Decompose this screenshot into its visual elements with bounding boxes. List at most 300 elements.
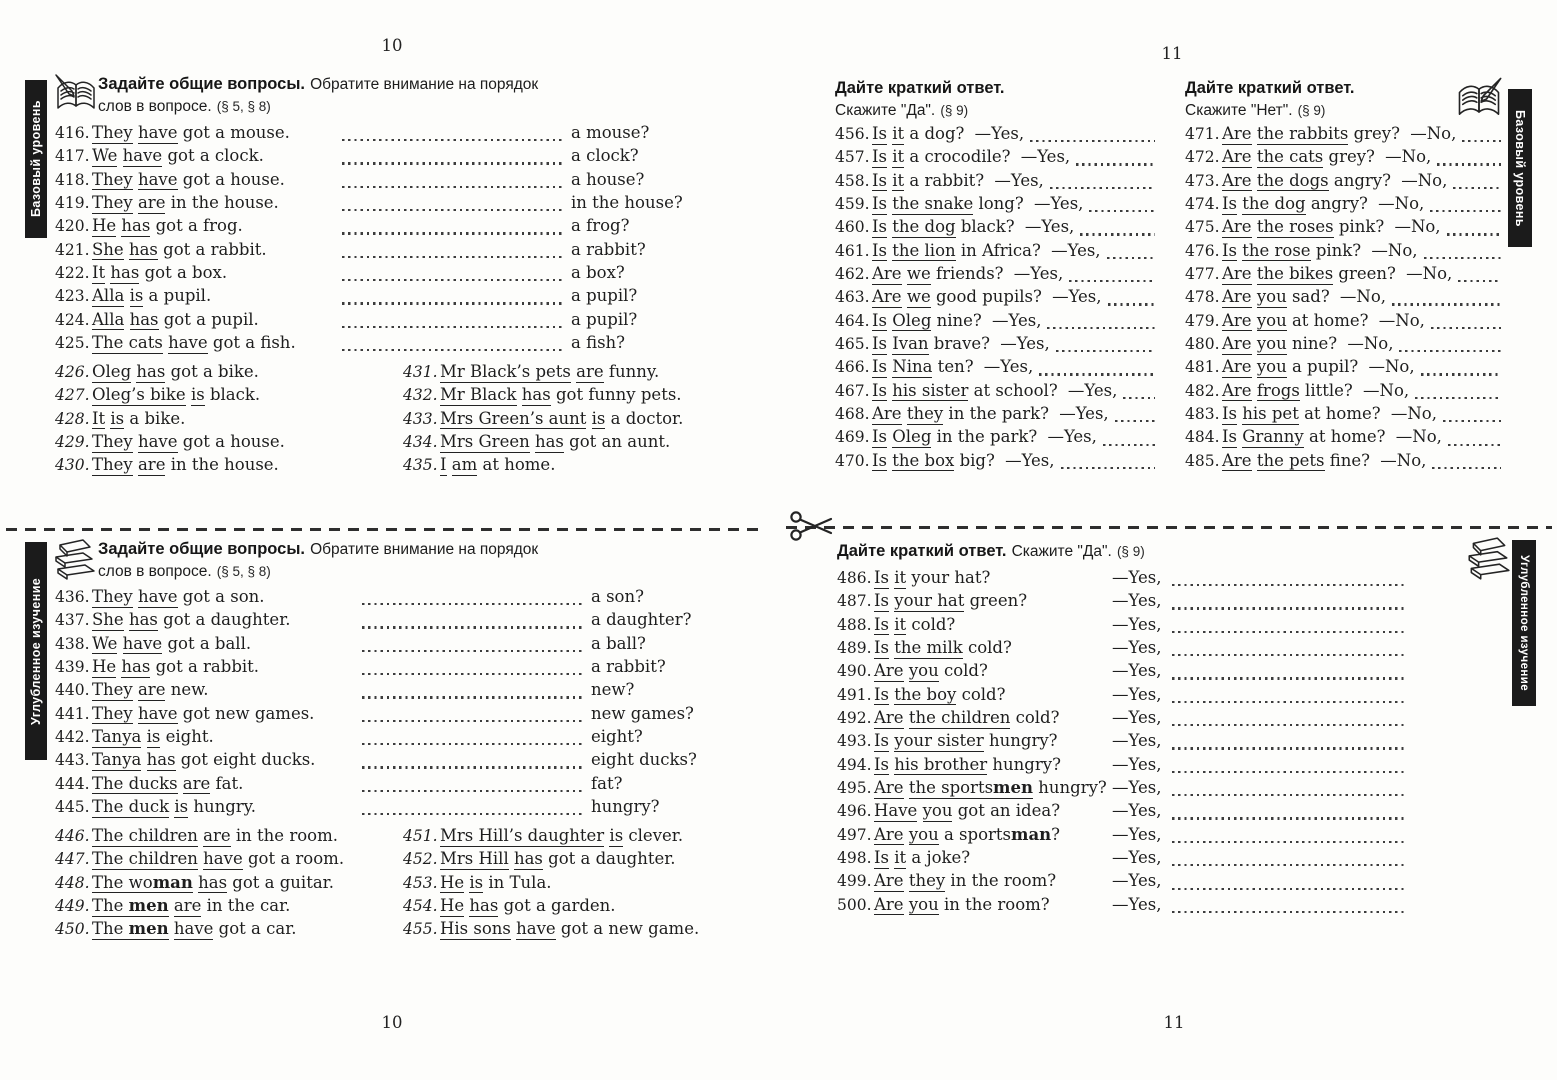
answer-prefix: —Yes, bbox=[974, 124, 1025, 143]
exercise-row bbox=[55, 333, 673, 356]
answer-cue: new? bbox=[591, 680, 635, 700]
exercise-row bbox=[835, 357, 1157, 380]
exercise-row bbox=[403, 849, 745, 872]
dotted-blank bbox=[342, 256, 564, 258]
exercise-number: 435. bbox=[403, 456, 438, 475]
exercise-question: Is Ivan brave? —Yes, bbox=[872, 334, 1050, 354]
dotted-blank bbox=[1080, 233, 1155, 235]
exercise-row bbox=[55, 240, 673, 263]
exercise-question: Are you cold? bbox=[874, 661, 988, 681]
exercise-sentence: It is a bike. bbox=[92, 408, 186, 428]
exercise-number: 448. bbox=[55, 873, 90, 892]
exercise-number: 462. bbox=[835, 265, 870, 284]
answer-prefix: —No, bbox=[1363, 380, 1410, 400]
exercise-row bbox=[837, 825, 1407, 848]
exercise-row bbox=[403, 362, 745, 385]
dotted-blank bbox=[1172, 794, 1405, 796]
dotted-blank bbox=[362, 673, 584, 675]
exercise-row bbox=[55, 896, 403, 919]
exercise-number: 466. bbox=[835, 358, 870, 377]
exercise-row bbox=[835, 404, 1157, 427]
exercise-number: 439. bbox=[55, 658, 90, 677]
answer-prefix: —Yes, bbox=[1047, 427, 1097, 447]
exercise-row bbox=[1185, 287, 1503, 310]
exercise-question: Is your hat green? bbox=[874, 591, 1028, 611]
exercise-sentence: The men have got a car. bbox=[92, 919, 297, 939]
exercise-sentence: I am at home. bbox=[440, 455, 556, 475]
exercise-row bbox=[835, 217, 1157, 240]
dotted-blank bbox=[1107, 257, 1155, 259]
answer-cue: a son? bbox=[591, 587, 644, 606]
exercise-row bbox=[55, 193, 683, 216]
dotted-blank bbox=[362, 790, 584, 792]
exercise-number: 468. bbox=[835, 405, 870, 424]
exercise-question: Are they in the park? —Yes, bbox=[872, 404, 1109, 424]
exercise-number: 440. bbox=[55, 681, 90, 700]
section-heading bbox=[98, 73, 538, 117]
dotted-blank bbox=[1172, 677, 1405, 679]
exercise-number: 457. bbox=[835, 148, 870, 167]
exercise-question: Are you a pupil? —No, bbox=[1222, 357, 1415, 377]
exercise-row bbox=[837, 568, 1407, 591]
dotted-blank bbox=[362, 696, 584, 698]
exercise-question: Is it cold? bbox=[874, 614, 956, 634]
exercise-column bbox=[55, 826, 403, 943]
answer-prefix: —No, bbox=[1385, 147, 1432, 167]
exercise-row bbox=[835, 171, 1157, 194]
exercise-row bbox=[403, 896, 745, 919]
answer-cue: a pupil? bbox=[571, 309, 638, 329]
heading-note: Обратите внимание на порядок bbox=[310, 541, 539, 558]
level-tab-basic: Базовый уровень bbox=[25, 80, 47, 238]
exercise-row bbox=[55, 146, 673, 169]
exercise-sentence: They have got a house. bbox=[92, 169, 285, 189]
answer-prefix: —Yes, bbox=[1020, 147, 1071, 167]
level-tab-advanced: Углубленное изучение bbox=[1512, 540, 1536, 706]
heading-say-yes: Скажите "Да". bbox=[835, 102, 936, 119]
exercise-row bbox=[55, 774, 695, 797]
exercise-row bbox=[835, 241, 1157, 264]
answer-prefix: —Yes, bbox=[1112, 684, 1162, 704]
exercise-sentence: Mr Black has got funny pets. bbox=[440, 385, 682, 405]
exercise-number: 432. bbox=[403, 386, 438, 405]
answer-prefix: —Yes, bbox=[1112, 824, 1162, 844]
exercise-question: Is the dog angry? —No, bbox=[1222, 194, 1425, 214]
exercise-column bbox=[403, 362, 745, 479]
dotted-blank bbox=[1448, 444, 1501, 446]
answer-prefix: —Yes, bbox=[1000, 334, 1050, 354]
exercise-number: 471. bbox=[1185, 125, 1220, 143]
dotted-blank bbox=[1172, 654, 1405, 656]
exercise-question: Are the cats grey? —No, bbox=[1222, 147, 1432, 167]
answer-prefix: —Yes, bbox=[1112, 754, 1162, 774]
exercise-number: 425. bbox=[55, 334, 90, 353]
answer-prefix: —No, bbox=[1339, 287, 1387, 307]
exercise-row bbox=[55, 263, 673, 286]
exercise-row bbox=[837, 708, 1407, 731]
exercise-sentence: Mrs Hill’s daughter is clever. bbox=[440, 826, 684, 845]
exercise-row bbox=[55, 455, 403, 478]
exercise-list-471-485 bbox=[1185, 124, 1503, 474]
exercise-list-486-500 bbox=[837, 568, 1407, 918]
dotted-blank bbox=[1424, 257, 1501, 259]
scissors-icon bbox=[789, 508, 835, 544]
dotted-blank bbox=[1443, 420, 1501, 422]
exercise-number: 451. bbox=[403, 827, 438, 845]
dotted-blank bbox=[342, 302, 564, 304]
exercise-question: Is the dog black? —Yes, bbox=[872, 217, 1075, 237]
exercise-sentence: They are in the house. bbox=[92, 455, 279, 475]
exercise-question: Is your sister hungry? bbox=[874, 731, 1058, 751]
answer-cue: a clock? bbox=[571, 146, 639, 166]
exercise-question: Is his sister at school? —Yes, bbox=[872, 380, 1118, 400]
exercise-sentence: They have got a mouse. bbox=[92, 123, 290, 142]
exercise-number: 443. bbox=[55, 751, 90, 770]
exercise-number: 495. bbox=[837, 779, 872, 798]
exercise-row bbox=[1185, 194, 1503, 217]
exercise-number: 416. bbox=[55, 124, 90, 142]
dotted-blank bbox=[342, 349, 564, 351]
answer-prefix: —Yes, bbox=[1052, 287, 1102, 307]
answer-prefix: —Yes, bbox=[992, 310, 1042, 330]
exercise-number: 477. bbox=[1185, 265, 1220, 284]
answer-prefix: —Yes, bbox=[1024, 217, 1075, 237]
heading-paragraph-ref: (§ 5, § 8) bbox=[216, 99, 271, 114]
answer-prefix: —Yes, bbox=[1112, 614, 1162, 634]
exercise-row bbox=[837, 895, 1407, 918]
dotted-blank bbox=[362, 766, 584, 768]
exercise-list-456-470 bbox=[835, 124, 1157, 474]
answer-cue: a ball? bbox=[591, 633, 646, 653]
dotted-blank bbox=[1172, 701, 1405, 703]
exercise-row bbox=[837, 778, 1407, 801]
answer-prefix: —No, bbox=[1395, 427, 1442, 447]
exercise-number: 500. bbox=[837, 895, 872, 914]
answer-cue: a mouse? bbox=[571, 123, 650, 142]
exercise-row bbox=[55, 286, 673, 309]
exercise-row bbox=[835, 287, 1157, 310]
exercise-row bbox=[837, 731, 1407, 754]
exercise-question: Is Nina ten? —Yes, bbox=[872, 357, 1034, 377]
dotted-blank bbox=[362, 743, 584, 745]
answer-prefix: —No, bbox=[1401, 170, 1448, 190]
exercise-number: 463. bbox=[835, 288, 870, 307]
exercise-question: Are frogs little? —No, bbox=[1222, 380, 1410, 400]
exercise-number: 433. bbox=[403, 409, 438, 428]
exercise-row bbox=[55, 216, 673, 239]
answer-cue: new games? bbox=[591, 703, 694, 723]
exercise-question: Is his brother hungry? bbox=[874, 754, 1061, 774]
exercise-number: 464. bbox=[835, 311, 870, 330]
page-number-top-right: 11 bbox=[1161, 44, 1183, 63]
answer-cue: fat? bbox=[591, 773, 623, 793]
dotted-blank bbox=[1103, 444, 1155, 446]
exercise-row bbox=[403, 432, 745, 455]
exercise-number: 450. bbox=[55, 920, 90, 939]
answer-prefix: —Yes, bbox=[1112, 708, 1162, 728]
heading-task: Задайте общие вопросы. bbox=[98, 540, 306, 558]
exercise-row bbox=[837, 638, 1407, 661]
exercise-sentence: Mr Black’s pets are funny. bbox=[440, 362, 660, 381]
exercise-number: 496. bbox=[837, 802, 872, 821]
exercise-number: 461. bbox=[835, 241, 870, 260]
exercise-number: 456. bbox=[835, 125, 870, 143]
answer-cue: in the house? bbox=[571, 193, 683, 213]
dotted-blank bbox=[1447, 233, 1501, 235]
exercise-number: 476. bbox=[1185, 241, 1220, 260]
dotted-blank bbox=[1453, 187, 1501, 189]
exercise-row bbox=[1185, 451, 1503, 474]
exercise-sentence: Mrs Green’s aunt is a doctor. bbox=[440, 408, 684, 428]
dotted-blank bbox=[1172, 911, 1405, 913]
exercise-sentence: Tanya is eight. bbox=[92, 727, 214, 747]
dotted-blank bbox=[1392, 303, 1501, 305]
exercise-question: Is Oleg nine? —Yes, bbox=[872, 310, 1042, 330]
dotted-blank bbox=[1458, 280, 1501, 282]
answer-prefix: —Yes, bbox=[1013, 264, 1064, 284]
exercise-question: Are you nine? —No, bbox=[1222, 334, 1394, 354]
exercise-number: 486. bbox=[837, 569, 872, 587]
dotted-blank bbox=[362, 650, 584, 652]
exercise-sentence: He has got a frog. bbox=[92, 216, 243, 236]
dotted-blank bbox=[1415, 397, 1501, 399]
answer-cue: a pupil? bbox=[571, 286, 638, 306]
exercise-row bbox=[55, 873, 403, 896]
exercise-row bbox=[55, 587, 695, 610]
exercise-row bbox=[835, 147, 1157, 170]
heading-paragraph-ref: (§ 9) bbox=[940, 103, 969, 118]
heading-note2: слов в вопросе. bbox=[98, 563, 212, 580]
answer-cue: a frog? bbox=[571, 216, 630, 236]
exercise-question: Are the pets fine? —No, bbox=[1222, 450, 1427, 470]
dotted-blank bbox=[342, 209, 564, 211]
exercise-number: 427. bbox=[55, 386, 90, 405]
exercise-row bbox=[55, 680, 695, 703]
exercise-number: 483. bbox=[1185, 405, 1220, 424]
exercise-number: 459. bbox=[835, 195, 870, 214]
exercise-row bbox=[835, 334, 1157, 357]
exercise-number: 421. bbox=[55, 240, 90, 259]
heading-paragraph-ref: (§ 9) bbox=[1116, 544, 1145, 559]
exercise-row bbox=[835, 194, 1157, 217]
exercise-number: 467. bbox=[835, 381, 870, 400]
exercise-number: 454. bbox=[403, 897, 438, 916]
exercise-question: Is the snake long? —Yes, bbox=[872, 194, 1084, 214]
answer-cue: a daughter? bbox=[591, 610, 692, 630]
exercise-sentence: Mrs Green has got an aunt. bbox=[440, 432, 671, 452]
exercise-sentence: Alla has got a pupil. bbox=[92, 309, 259, 329]
exercise-row bbox=[1185, 217, 1503, 240]
dotted-blank bbox=[1172, 631, 1405, 633]
exercise-sentence: The cats have got a fish. bbox=[92, 333, 296, 353]
exercise-question: Are the dogs angry? —No, bbox=[1222, 170, 1448, 190]
heading-task: Дайте краткий ответ. bbox=[835, 79, 1005, 97]
exercise-question: Have you got an idea? bbox=[874, 801, 1061, 821]
exercise-number: 472. bbox=[1185, 148, 1220, 167]
answer-cue: a rabbit? bbox=[571, 239, 646, 259]
answer-cue: a rabbit? bbox=[591, 657, 666, 677]
exercise-row bbox=[837, 871, 1407, 894]
exercise-number: 498. bbox=[837, 849, 872, 868]
exercise-row bbox=[55, 704, 695, 727]
exercise-row bbox=[835, 451, 1157, 474]
exercise-columns-446-455 bbox=[55, 826, 745, 943]
dotted-blank bbox=[1108, 303, 1155, 305]
exercise-question: Is his pet at home? —No, bbox=[1222, 404, 1437, 424]
exercise-number: 431. bbox=[403, 363, 438, 381]
exercise-sentence: The ducks are fat. bbox=[92, 773, 244, 793]
exercise-list-436-445 bbox=[55, 587, 695, 820]
dotted-blank bbox=[1462, 140, 1501, 142]
exercise-number: 470. bbox=[835, 451, 870, 470]
dotted-blank bbox=[1076, 163, 1155, 165]
exercise-row bbox=[55, 634, 695, 657]
exercise-row bbox=[55, 610, 695, 633]
exercise-row bbox=[837, 848, 1407, 871]
exercise-number: 423. bbox=[55, 287, 90, 306]
exercise-question: Are you sad? —No, bbox=[1222, 287, 1387, 307]
answer-prefix: —Yes, bbox=[1112, 661, 1162, 681]
answer-prefix: —No, bbox=[1394, 217, 1441, 237]
exercise-question: Is the lion in Africa? —Yes, bbox=[872, 240, 1101, 260]
section-basic-left bbox=[25, 72, 767, 512]
open-book-pencil-icon bbox=[52, 72, 100, 116]
exercise-number: 494. bbox=[837, 755, 872, 774]
exercise-column bbox=[403, 826, 745, 943]
exercise-row bbox=[55, 919, 403, 942]
exercise-column bbox=[55, 362, 403, 479]
books-stack-icon bbox=[1463, 534, 1513, 584]
heading-say-yes: Скажите "Да". bbox=[1011, 543, 1112, 560]
section-basic-right bbox=[833, 75, 1535, 515]
answer-cue: a house? bbox=[571, 169, 645, 189]
answer-cue: eight ducks? bbox=[591, 750, 697, 770]
answer-prefix: —Yes, bbox=[1112, 778, 1162, 798]
answer-prefix: —No, bbox=[1390, 404, 1437, 424]
dotted-blank bbox=[342, 279, 564, 281]
exercise-number: 422. bbox=[55, 264, 90, 283]
exercise-question: Are you at home? —No, bbox=[1222, 310, 1425, 330]
exercise-row bbox=[55, 849, 403, 872]
section-heading bbox=[835, 77, 1005, 121]
exercise-number: 434. bbox=[403, 433, 438, 452]
answer-cue: hungry? bbox=[591, 797, 660, 817]
heading-say-no: Скажите "Нет". bbox=[1185, 102, 1293, 119]
exercise-row bbox=[835, 381, 1157, 404]
dotted-blank bbox=[1030, 140, 1155, 142]
answer-prefix: —Yes, bbox=[1067, 380, 1118, 400]
dotted-blank bbox=[362, 720, 584, 722]
cut-line bbox=[6, 528, 764, 531]
section-heading bbox=[837, 540, 1145, 562]
section-advanced-left bbox=[25, 536, 767, 966]
answer-cue: a box? bbox=[571, 263, 625, 283]
exercise-row bbox=[835, 427, 1157, 450]
page-number-top-left: 10 bbox=[381, 36, 403, 55]
heading-task: Дайте краткий ответ. bbox=[837, 542, 1007, 560]
exercise-number: 430. bbox=[55, 456, 90, 475]
exercise-sentence: She has got a daughter. bbox=[92, 610, 291, 630]
answer-prefix: —Yes, bbox=[1112, 871, 1162, 891]
exercise-question: Are the bikes green? —No, bbox=[1222, 264, 1453, 284]
section-heading bbox=[1185, 77, 1355, 121]
exercise-number: 441. bbox=[55, 704, 90, 723]
exercise-number: 419. bbox=[55, 194, 90, 213]
open-book-pencil-icon bbox=[1453, 75, 1505, 123]
dotted-blank bbox=[362, 626, 584, 628]
answer-prefix: —No, bbox=[1406, 264, 1453, 284]
dotted-blank bbox=[362, 813, 584, 815]
exercise-question: Are you a sportsman? bbox=[874, 824, 1061, 844]
answer-prefix: —No, bbox=[1368, 357, 1415, 377]
exercise-number: 479. bbox=[1185, 311, 1220, 330]
answer-prefix: —Yes, bbox=[1112, 894, 1162, 914]
answer-prefix: —No, bbox=[1378, 194, 1425, 214]
answer-prefix: —Yes, bbox=[1112, 568, 1162, 587]
exercise-sentence: His sons have got a new game. bbox=[440, 919, 700, 939]
exercise-row bbox=[403, 826, 745, 849]
exercise-question: Are the rabbits grey? —No, bbox=[1222, 124, 1457, 143]
dotted-blank bbox=[1421, 373, 1501, 375]
exercise-number: 489. bbox=[837, 639, 872, 658]
exercise-number: 485. bbox=[1185, 451, 1220, 470]
dotted-blank bbox=[342, 232, 564, 234]
dotted-blank bbox=[1050, 187, 1155, 189]
page-number-bottom-left: 10 bbox=[381, 1013, 403, 1032]
exercise-row bbox=[55, 797, 695, 820]
answer-prefix: —Yes, bbox=[1112, 731, 1162, 751]
exercise-number: 449. bbox=[55, 897, 90, 916]
exercise-number: 465. bbox=[835, 335, 870, 354]
exercise-row bbox=[1185, 404, 1503, 427]
exercise-row bbox=[55, 727, 695, 750]
exercise-sentence: The duck is hungry. bbox=[92, 797, 257, 817]
exercise-sentence: We have got a ball. bbox=[92, 633, 252, 653]
exercise-row bbox=[837, 615, 1407, 638]
cut-line bbox=[786, 526, 1552, 529]
exercise-row bbox=[837, 591, 1407, 614]
heading-task: Задайте общие вопросы. bbox=[98, 75, 306, 93]
exercise-number: 492. bbox=[837, 709, 872, 728]
exercise-question: Is the milk cold? bbox=[874, 638, 1012, 658]
exercise-number: 490. bbox=[837, 662, 872, 681]
page-number-bottom-right: 11 bbox=[1163, 1013, 1185, 1032]
dotted-blank bbox=[1430, 210, 1501, 212]
heading-paragraph-ref: (§ 9) bbox=[1297, 103, 1326, 118]
exercise-row bbox=[55, 123, 673, 146]
dotted-blank bbox=[1172, 864, 1405, 866]
exercise-number: 499. bbox=[837, 872, 872, 891]
dotted-blank bbox=[1056, 350, 1155, 352]
exercise-row bbox=[835, 264, 1157, 287]
dotted-blank bbox=[1172, 584, 1405, 586]
exercise-question: Is the rose pink? —No, bbox=[1222, 240, 1418, 260]
exercise-row bbox=[837, 661, 1407, 684]
answer-prefix: —Yes, bbox=[994, 170, 1044, 190]
exercise-sentence: Mrs Hill has got a daughter. bbox=[440, 849, 676, 869]
dotted-blank bbox=[1123, 397, 1155, 399]
exercise-row bbox=[55, 310, 673, 333]
section-heading bbox=[98, 538, 538, 582]
exercise-row bbox=[1185, 334, 1503, 357]
exercise-columns-426-435 bbox=[55, 362, 745, 479]
level-tab-advanced: Углубленное изучение bbox=[25, 542, 47, 760]
heading-paragraph-ref: (§ 5, § 8) bbox=[216, 564, 271, 579]
exercise-row bbox=[55, 170, 673, 193]
exercise-number: 438. bbox=[55, 634, 90, 653]
answer-prefix: —Yes, bbox=[1059, 404, 1109, 424]
exercise-number: 452. bbox=[403, 850, 438, 869]
